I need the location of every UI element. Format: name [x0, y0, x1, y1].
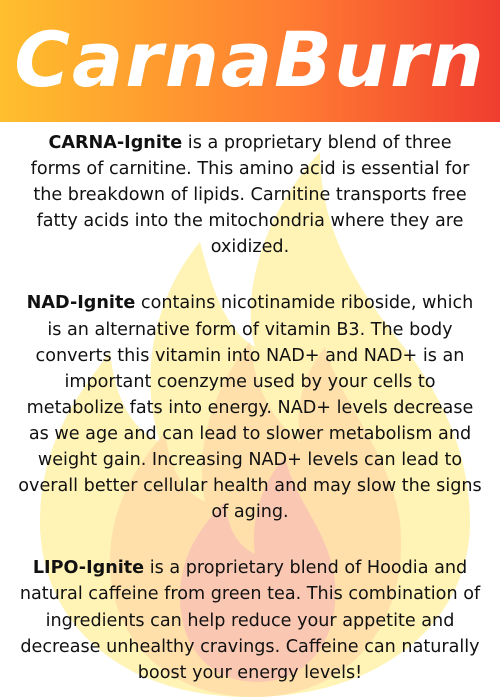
content-body — [0, 122, 500, 686]
section-heading: CARNA-Ignite — [48, 133, 183, 153]
section-nad-ignite — [0, 290, 500, 525]
section-text: is a proprietary blend of three forms of carnitine. This amino acid is essential for the breakdown of lipids. Carnitine transports free fatty acids into the mitochondria where they are oxidized. — [30, 133, 470, 258]
section-carna-ignite — [0, 130, 500, 260]
header-banner — [0, 0, 500, 122]
page-title: CarnaBurn — [14, 15, 486, 104]
section-lipo-ignite — [0, 555, 500, 685]
section-text: contains nicotinamide riboside, which is an alternative form of vitamin B3. The body converts this vitamin into NAD+ and NAD+ is an important coenzyme used by your cells to metabolize fats into energy. NAD+ levels decrease as we age and can lead to slower metabolism and weight gain. Increasing NAD+ levels can lead to overall better cellular health and may slow the signs of aging. — [18, 293, 482, 523]
section-heading: NAD-Ignite — [26, 293, 136, 314]
section-heading: LIPO-Ignite — [32, 558, 145, 579]
section-text: is a proprietary blend of Hoodia and natural caffeine from green tea. This combination of ingredients can help reduce your appetite and decrease unhealthy cravings. Caffeine can naturally boost your energy levels! — [19, 558, 481, 683]
